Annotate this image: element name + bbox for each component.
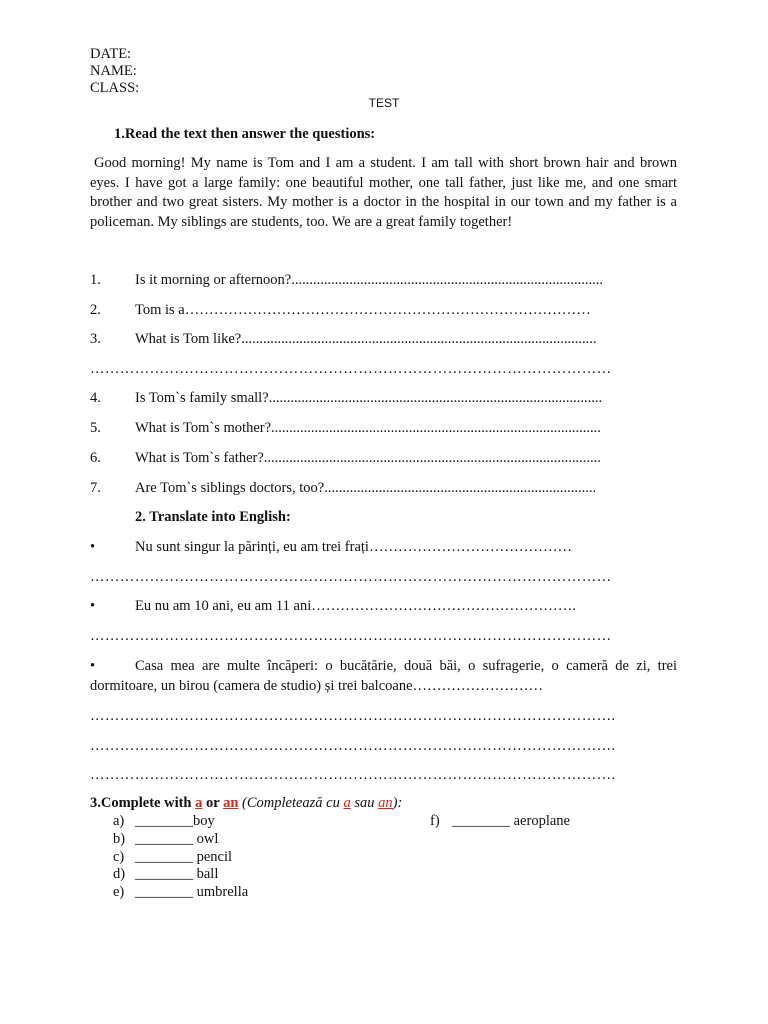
option-label: d) (113, 866, 126, 882)
question-text: What is Tom`s father?............................................................................................. (135, 450, 601, 466)
hint-word-a: a (343, 795, 351, 811)
reading-paragraph: Good morning! My name is Tom and I am a student. I am tall with short brown hair and brown eyes. I have got a large family: one beautiful mother, one tall father, just like me, and one smart brother and two great sisters. My mother is a doctor in the hospital in our town and my father is a policeman. My siblings are students, too. We are a great family together! (90, 155, 677, 230)
question-number: 4. (90, 390, 101, 406)
question-text: Is it morning or afternoon?...................................................................................... (135, 272, 603, 288)
option-label: a) (113, 813, 125, 829)
hint-open: (Completează cu (238, 795, 344, 811)
question-text: Is Tom`s family small?............................................................................................ (135, 390, 603, 406)
option-text: ________ aeroplane (452, 813, 570, 829)
option-label: e) (113, 884, 125, 900)
option-text: ________ pencil (135, 849, 233, 865)
option-text: ________ owl (135, 831, 219, 847)
question-number: 7. (90, 480, 101, 496)
word-a: a (195, 795, 203, 811)
translate-item-3 (90, 657, 677, 696)
section2-heading: 2. Translate into English: (135, 509, 291, 525)
heading-or: or (202, 795, 224, 811)
question-1 (90, 272, 680, 290)
question-4 (90, 390, 680, 408)
option-label: b) (113, 831, 126, 847)
option-text: ________ umbrella (135, 884, 249, 900)
question-text: What is Tom`s mother?........................................................................................... (135, 420, 601, 436)
question-number: 2. (90, 302, 101, 318)
question-text: What is Tom like?.................................................................................................. (135, 331, 597, 347)
translate-text: Nu sunt singur la părinți, eu am trei frați…………………………………… (135, 539, 572, 555)
answer-line: ……………………………………………………………………………………………. (90, 708, 616, 724)
question-text: Are Tom`s siblings doctors, too?........................................................................... (135, 480, 597, 496)
word-an: an (223, 795, 239, 811)
section3-heading (90, 795, 402, 812)
question-number: 1. (90, 272, 101, 288)
answer-line: …………………………………………………………………………………………… (90, 628, 612, 644)
question-3 (90, 331, 680, 349)
bullet: • (90, 539, 96, 555)
question-5 (90, 420, 680, 438)
question-number: 3. (90, 331, 101, 347)
question-6 (90, 450, 680, 468)
hint-word-an: an (378, 795, 393, 811)
hint-sau: sau (350, 795, 379, 811)
bullet: • (90, 658, 96, 674)
heading-text: 3.Complete with (90, 795, 196, 811)
section1-heading: 1.Read the text then answer the questions: (114, 126, 376, 142)
answer-line: …………………………………………………………………………………………… (90, 569, 612, 585)
option-text: ________boy (135, 813, 215, 829)
answer-line: …………………………………………………………………………………………… (90, 361, 612, 377)
bullet: • (90, 598, 96, 614)
answer-line: ……………………………………………………………………………………………. (90, 767, 616, 783)
answer-line: ……………………………………………………………………………………………. (90, 738, 616, 754)
option-label: c) (113, 849, 125, 865)
question-text: Tom is a………………………………………………………………………… (135, 302, 591, 318)
date-label: DATE: (90, 46, 132, 62)
translate-text: Eu nu am 10 ani, eu am 11 ani………………………………………………. (135, 598, 576, 614)
translate-text: Casa mea are multe încăperi: o bucătărie, două băi, o sufragerie, o cameră de zi, trei dormitoare, un birou (camera de studio) și trei balcoane……………………… (90, 658, 677, 694)
question-7 (90, 480, 680, 498)
question-number: 5. (90, 420, 101, 436)
name-label: NAME: (90, 63, 137, 79)
question-number: 6. (90, 450, 101, 466)
hint-close: ): (392, 795, 403, 811)
question-2 (90, 302, 680, 320)
option-label: f) (430, 813, 440, 829)
page-title: TEST (368, 96, 400, 110)
class-label: CLASS: (90, 80, 140, 96)
option-text: ________ ball (135, 866, 219, 882)
